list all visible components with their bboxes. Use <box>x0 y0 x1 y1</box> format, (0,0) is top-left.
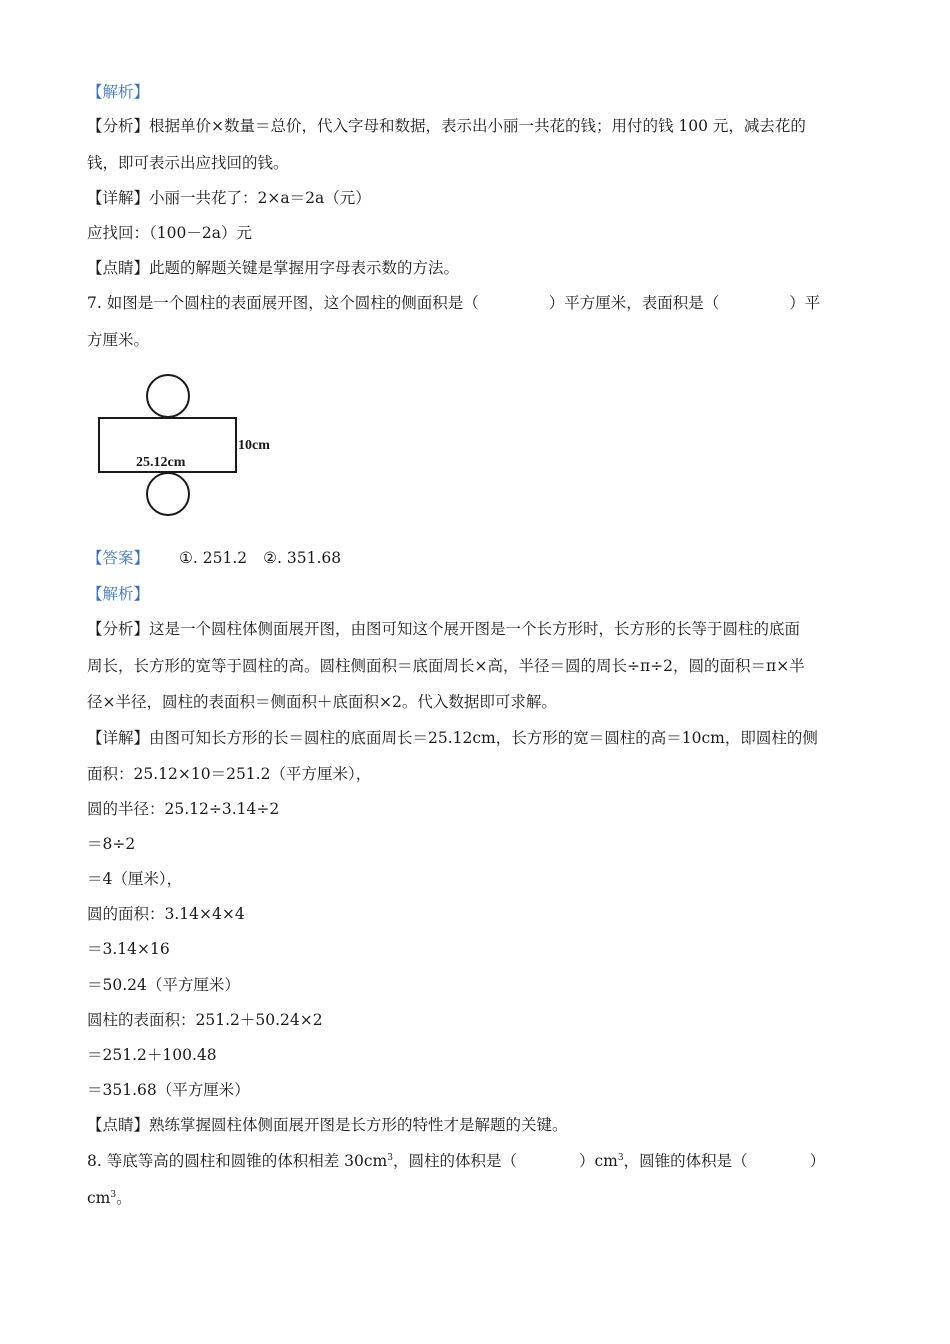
q7-step-6: ＝50.24（平方厘米） <box>87 976 240 994</box>
jiexi-label-1: 【解析】 <box>87 83 150 101</box>
q7-fenxi-line-2: 周长，长方形的宽等于圆柱的高。圆柱侧面积＝底面周长×高，半径＝圆的周长÷π÷2，圆的面积＝π×半 <box>87 657 805 675</box>
q7-stem-part-a: 7. 如图是一个圆柱的表面展开图，这个圆柱的侧面积是（ <box>87 294 479 312</box>
height-label: 10cm <box>238 438 270 453</box>
q7-step-2: ＝8÷2 <box>87 835 136 853</box>
dianjing-2: 【点睛】熟练掌握圆柱体侧面展开图是长方形的特性才是解题的关键。 <box>87 1116 568 1134</box>
q7-stem-part-c: ）平 <box>789 294 821 312</box>
fenxi-line-2: 钱，即可表示出应找回的钱。 <box>87 154 289 172</box>
xiangjie-line-1: 【详解】小丽一共花了：2×a＝2a（元） <box>87 189 371 207</box>
q7-step-4: 圆的面积：3.14×4×4 <box>87 905 245 923</box>
xiangjie-line-2: 应找回：（100－2a）元 <box>87 224 252 242</box>
q7-stem-line-1 <box>87 292 820 314</box>
q8-line2-end: 。 <box>116 1189 132 1207</box>
cylinder-net-svg <box>96 372 296 520</box>
q7-step-5: ＝3.14×16 <box>87 940 170 958</box>
answer-label: 【答案】 <box>87 549 150 567</box>
q8-stem-part-c: ）cm <box>579 1152 618 1170</box>
answer-1: ①. 251.2 <box>179 549 248 567</box>
top-circle <box>147 375 189 417</box>
q8-stem-part-a: 8. 等底等高的圆柱和圆锥的体积相差 30cm <box>87 1152 388 1170</box>
cylinder-net-figure <box>96 372 296 524</box>
q7-step-1: 圆的半径：25.12÷3.14÷2 <box>87 800 280 818</box>
q7-stem-line-2: 方厘米。 <box>87 331 150 349</box>
q8-stem-line-2 <box>87 1187 132 1209</box>
q7-xiangjie-line-1: 【详解】由图可知长方形的长＝圆柱的底面周长＝25.12cm，长方形的宽＝圆柱的高＝10cm，即圆柱的侧 <box>87 729 818 747</box>
answer-2: ②. 351.68 <box>263 549 342 567</box>
width-label: 25.12cm <box>136 455 186 470</box>
q7-xiangjie-line-2: 面积：25.12×10＝251.2（平方厘米）， <box>87 765 372 783</box>
q7-step-3: ＝4（厘米）， <box>87 870 183 888</box>
fenxi-line-1: 【分析】根据单价×数量＝总价，代入字母和数据，表示出小丽一共花的钱；用付的钱 100 元，减去花的 <box>87 117 806 135</box>
q7-stem-part-b: ）平方厘米，表面积是（ <box>548 294 720 312</box>
q8-stem-part-e: ） <box>809 1152 826 1170</box>
bottom-circle <box>147 473 189 515</box>
q8-stem-line-1 <box>87 1150 825 1172</box>
q7-fenxi-line-1: 【分析】这是一个圆柱体侧面展开图，由图可知这个展开图是一个长方形时，长方形的长等于圆柱的底面 <box>87 620 801 638</box>
q7-step-8: ＝251.2＋100.48 <box>87 1046 217 1064</box>
q8-stem-part-d: ，圆锥的体积是（ <box>623 1152 748 1170</box>
q7-step-7: 圆柱的表面积：251.2＋50.24×2 <box>87 1011 323 1029</box>
dianjing-1: 【点睛】此题的解题关键是掌握用字母表示数的方法。 <box>87 259 460 277</box>
q7-fenxi-line-3: 径×半径，圆柱的表面积＝侧面积＋底面积×2。代入数据即可求解。 <box>87 693 557 711</box>
q7-step-9: ＝351.68（平方厘米） <box>87 1081 250 1099</box>
q7-answer-line <box>87 547 341 569</box>
q8-superscript-2: 3 <box>617 1152 624 1163</box>
q8-superscript-3: 3 <box>110 1189 117 1200</box>
q8-unit: cm <box>87 1189 111 1207</box>
q8-stem-part-b: ，圆柱的体积是（ <box>392 1152 517 1170</box>
jiexi-label-2: 【解析】 <box>87 585 150 603</box>
q8-superscript-1: 3 <box>387 1152 393 1163</box>
